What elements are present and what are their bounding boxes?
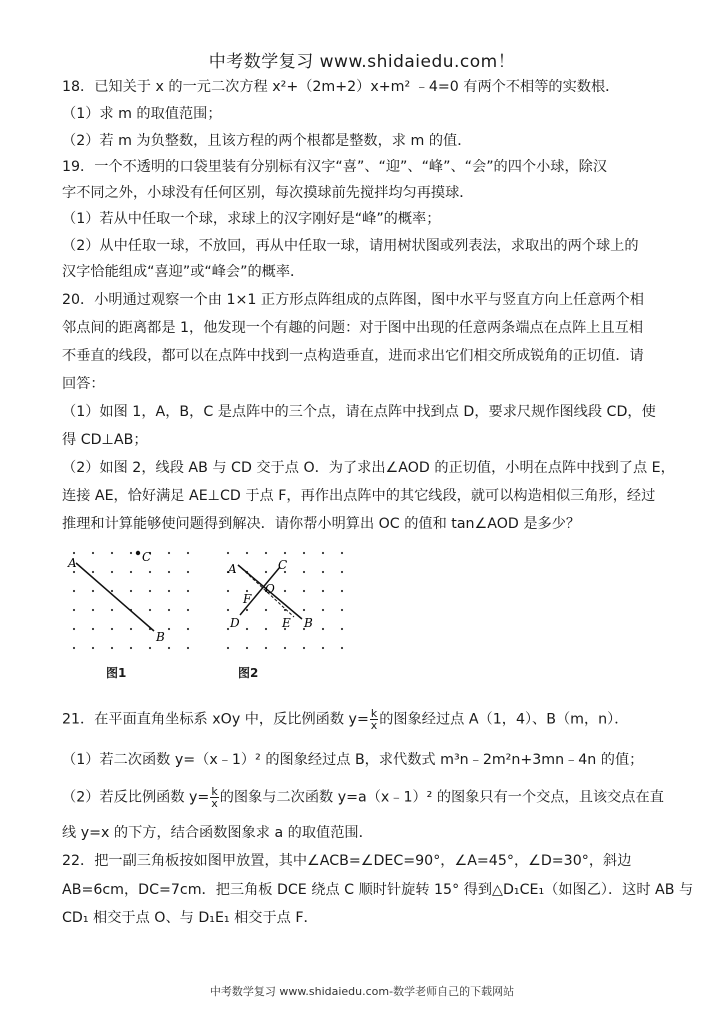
q22-stem-a: 22．把一副三角板按如图甲放置，其中∠ACB=∠DEC=90°，∠A=45°，∠D=30°，斜边 [62,853,632,869]
lattice-dot [284,647,286,649]
fraction-numerator-2: k [211,785,218,798]
lattice-dot [341,609,343,611]
q21-stem-pre: 21．在平面直角坐标系 xOy 中，反比例函数 y= [62,711,369,728]
q20-part1-b: 得 CD⊥AB； [62,432,148,448]
lattice-dot [265,552,267,554]
figure-1-caption: 图1 [106,666,127,680]
lattice-dot [149,590,151,592]
q19-part1: （1）若从中任取一个球，求球上的汉字刚好是“峰”的概率； [62,211,441,227]
fraction-denominator: x [370,719,378,732]
q20-stem-a: 20．小明通过观察一个由 1×1 正方形点阵组成的点阵图，图中水平与竖直方向上任意两个相 [62,292,644,308]
lattice-dot [130,590,132,592]
q20-stem-d: 回答： [62,376,105,392]
lattice-dot [246,628,248,630]
lattice-dot [130,647,132,649]
lattice-dot [322,571,324,573]
lattice-dot [284,590,286,592]
lattice-dot [111,571,113,573]
lattice-dot [187,571,189,573]
q20-part2-a: （2）如图 2，线段 AB 与 CD 交于点 O．为了求出∠AOD 的正切值，小明在点阵中找到了点 E， [62,460,675,476]
lattice-dot [130,628,132,630]
q20-part2-b: 连接 AE，恰好满足 AE⊥CD 于点 F，再作出点阵中的其它线段，就可以构造相似三角形，经过 [62,488,656,504]
lattice-dot [187,552,189,554]
fraction-k-over-x [370,708,378,731]
lattice-dot [73,609,75,611]
q20-part2-c: 推理和计算能够使问题得到解决．请你帮小明算出 OC 的值和 tan∠AOD 是多少？ [62,516,581,532]
lattice-dot [168,571,170,573]
label-c: C [142,550,152,564]
q19-part2-a: （2）从中任取一球，不放回，再从中任取一球，请用树状图或列表法，求取出的两个球上的 [62,238,639,254]
lattice-dot [227,647,229,649]
lattice-dot [168,590,170,592]
lattice-dot [111,647,113,649]
lattice-dot [168,552,170,554]
lattice-dot [303,552,305,554]
q19-stem-b: 字不同之外，小球没有任何区别，每次摸球前先搅拌均匀再摸球． [62,185,474,201]
lattice-dot [265,628,267,630]
lattice-dot [111,552,113,554]
segment-ab [76,563,154,631]
q20-stem-c: 不垂直的线段，都可以在点阵中找到一点构造垂直，进而求出它们相交所成锐角的正切值．请 [62,348,644,364]
lattice-dot [111,609,113,611]
lattice-dot [322,628,324,630]
lattice-dot [149,609,151,611]
lattice-dot [187,590,189,592]
q21-stem [62,708,628,731]
lattice-dot [227,590,229,592]
lattice-dot [149,647,151,649]
lattice-dot [284,552,286,554]
label-c: C [278,558,288,572]
lattice-dot [322,609,324,611]
lattice-dot [246,647,248,649]
q20-part1-a: （1）如图 1，A，B，C 是点阵中的三个点，请在点阵中找到点 D，要求尺规作图线段 CD，使 [62,404,656,420]
lattice-dot [246,609,248,611]
lattice-dot [265,571,267,573]
figure-1-dot-lattice [62,545,192,685]
lattice-dot [92,609,94,611]
fraction-k-over-x-2 [210,786,218,809]
label-b: B [156,630,165,644]
q21-part1: （1）若二次函数 y=（x﹣1）² 的图象经过点 B，求代数式 m³n﹣2m²n+3mn﹣4n 的值； [62,752,644,768]
q18-part1: （1）求 m 的取值范围； [62,106,222,122]
q21-part2-post: 的图象与二次函数 y=a（x﹣1）² 的图象只有一个交点，且该交点在直 [219,789,664,806]
fraction-numerator: k [370,707,378,720]
lattice-dot [168,609,170,611]
lattice-dot [92,552,94,554]
lattice-dot [227,628,229,630]
lattice-dot [168,628,170,630]
lattice-dot [341,571,343,573]
lattice-dot [227,552,229,554]
label-a: A [228,562,237,576]
lattice-dot [322,647,324,649]
q18-stem: 18．已知关于 x 的一元二次方程 x²+（2m+2）x+m² ﹣4=0 有两个不相等的实数根． [62,79,620,95]
fraction-denominator-2: x [211,797,218,810]
q20-stem-b: 邻点间的距离都是 1，他发现一个有趣的问题：对于图中出现的任意两条端点在点阵上且互相 [62,320,644,336]
q22-stem-b: AB=6cm，DC=7cm．把三角板 DCE 绕点 C 顺时针旋转 15° 得到△D₁CE₁（如图乙）．这时 AB 与 [62,882,694,898]
lattice-dot [92,571,94,573]
label-e: E [282,616,291,630]
lattice-dot [92,628,94,630]
label-f: F [243,592,252,606]
lattice-dot [341,628,343,630]
lattice-dot [303,647,305,649]
q21-part2-b: 线 y=x 的下方，结合函数图象求 a 的取值范围． [62,825,373,841]
lattice-dot [322,552,324,554]
lattice-dot [265,647,267,649]
q19-stem-a: 19．一个不透明的口袋里装有分别标有汉字“喜”、“迎”、“峰”、“会”的四个小球，除汉 [62,159,608,175]
lattice-dot [149,571,151,573]
page-header: 中考数学复习 www.shidaiedu.com！ [208,52,516,72]
figure-1-dots [73,552,189,649]
q21-part2-a [62,786,664,809]
point-c [136,551,140,555]
q21-stem-post: 的图象经过点 A（1，4）、B（m，n）． [379,711,629,728]
lattice-dot [73,590,75,592]
lattice-dot [303,571,305,573]
q22-stem-c: CD₁ 相交于点 O、与 D₁E₁ 相交于点 F． [62,910,318,926]
lattice-dot [130,571,132,573]
lattice-dot [73,628,75,630]
lattice-dot [92,590,94,592]
q19-part2-b: 汉字恰能组成“喜迎”或“峰会”的概率． [62,264,305,280]
lattice-dot [92,647,94,649]
label-a: A [68,556,77,570]
lattice-dot [341,590,343,592]
lattice-dot [111,628,113,630]
lattice-dot [187,609,189,611]
lattice-dot [341,552,343,554]
label-o: O [265,582,275,596]
lattice-dot [187,647,189,649]
label-b: B [304,616,313,630]
lattice-dot [168,647,170,649]
lattice-dot [303,609,305,611]
lattice-dot [73,647,75,649]
q21-part2-pre: （2）若反比例函数 y= [62,789,210,806]
lattice-dot [322,590,324,592]
lattice-dot [265,609,267,611]
label-d: D [230,616,240,630]
figure-2-caption: 图2 [238,666,259,680]
page-footer: 中考数学复习 www.shidaiedu.com-数学老师自己的下载网站 [209,985,515,998]
lattice-dot [187,628,189,630]
lattice-dot [73,552,75,554]
lattice-dot [111,590,113,592]
lattice-dot [246,552,248,554]
lattice-dot [73,571,75,573]
lattice-dot [303,590,305,592]
lattice-dot [130,552,132,554]
q18-part2: （2）若 m 为负整数，且该方程的两个根都是整数，求 m 的值． [62,133,472,149]
lattice-dot [341,647,343,649]
lattice-dot [227,609,229,611]
